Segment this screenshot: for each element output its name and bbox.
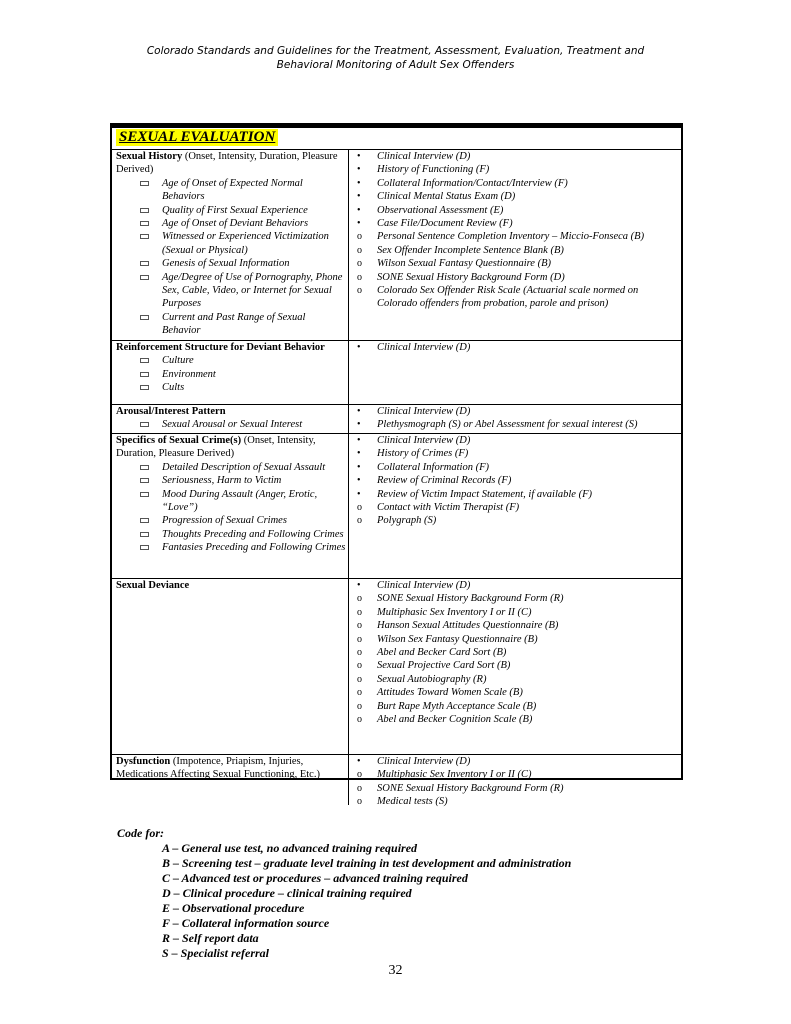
subtopic-item xyxy=(116,368,346,381)
method-item xyxy=(353,633,679,646)
subtopic-item xyxy=(116,204,346,217)
subtopic-text: Thoughts Preceding and Following Crimes xyxy=(162,528,344,540)
table-row xyxy=(112,405,681,434)
subtopic-text: Current and Past Range of Sexual Behavior xyxy=(162,311,306,337)
method-text: Observational Assessment (E) xyxy=(377,204,504,216)
subtopic-item xyxy=(116,514,346,527)
method-text: Review of Criminal Records (F) xyxy=(377,475,512,487)
subtopic-text: Seriousness, Harm to Victim xyxy=(162,475,282,487)
code-list xyxy=(117,841,571,961)
subtopic-item xyxy=(116,528,346,541)
running-header xyxy=(0,45,791,72)
table-row xyxy=(112,434,681,579)
bullet-dot-icon: • xyxy=(357,461,361,473)
subtopic-item xyxy=(116,381,346,394)
bullet-circle-icon: o xyxy=(357,714,362,726)
code-item: D – Clinical procedure – clinical training required xyxy=(162,886,412,900)
method-text: Wilson Sexual Fantasy Questionnaire (B) xyxy=(377,258,551,270)
bullet-dot-icon: • xyxy=(357,177,361,189)
domain-cell xyxy=(112,150,349,340)
domain-heading-bold: Dysfunction xyxy=(116,756,171,767)
code-item: F – Collateral information source xyxy=(162,916,330,930)
method-item xyxy=(353,190,679,203)
bullet-dot-icon: • xyxy=(357,406,361,417)
method-item xyxy=(353,284,679,311)
method-text: Wilson Sex Fantasy Questionnaire (B) xyxy=(377,633,538,645)
method-item xyxy=(353,177,679,190)
method-text: Plethysmograph (S) or Abel Assessment for sexual interest (S) xyxy=(377,419,638,431)
domain-heading xyxy=(116,405,346,418)
code-item: C – Advanced test or procedures – advanced training required xyxy=(162,871,468,885)
bullet-dot-icon: • xyxy=(357,756,361,767)
table-body xyxy=(112,150,681,808)
domain-heading xyxy=(116,579,346,592)
bullet-circle-icon: o xyxy=(357,285,362,297)
method-item xyxy=(353,434,679,447)
bullet-circle-icon: o xyxy=(357,700,362,712)
checkbox-bullet-icon xyxy=(140,532,149,537)
checkbox-bullet-icon xyxy=(140,234,149,239)
bullet-dot-icon: • xyxy=(357,488,361,500)
subtopic-text: Progression of Sexual Crimes xyxy=(162,515,287,527)
method-item xyxy=(353,686,679,699)
bullet-circle-icon: o xyxy=(357,258,362,270)
method-item xyxy=(353,795,679,808)
method-item xyxy=(353,713,679,726)
method-item xyxy=(353,768,679,781)
domain-heading-detail: (Onset, Intensity, Duration, Pleasure Derived) xyxy=(116,151,338,176)
method-item xyxy=(353,405,679,418)
method-text: History of Functioning (F) xyxy=(377,164,490,176)
method-text: SONE Sexual History Background Form (R) xyxy=(377,782,564,794)
checkbox-bullet-icon xyxy=(140,385,149,390)
checkbox-bullet-icon xyxy=(140,478,149,483)
checkbox-bullet-icon xyxy=(140,315,149,320)
code-item: R – Self report data xyxy=(162,931,259,945)
table-title-bar xyxy=(112,128,681,150)
method-text: Sexual Autobiography (R) xyxy=(377,673,487,685)
checkbox-bullet-icon xyxy=(140,358,149,363)
table-row xyxy=(112,341,681,405)
bullet-circle-icon: o xyxy=(357,673,362,685)
method-text: Multiphasic Sex Inventory I or II (C) xyxy=(377,769,532,781)
method-text: Hanson Sexual Attitudes Questionnaire (B) xyxy=(377,620,559,632)
bullet-dot-icon: • xyxy=(357,448,361,460)
evaluation-table xyxy=(110,123,683,808)
method-item xyxy=(353,204,679,217)
method-item xyxy=(353,461,679,474)
method-text: Multiphasic Sex Inventory I or II (C) xyxy=(377,606,532,618)
bullet-dot-icon: • xyxy=(357,204,361,216)
methods-cell xyxy=(349,405,681,433)
code-legend xyxy=(117,826,571,961)
code-item: E – Observational procedure xyxy=(162,901,305,915)
checkbox-bullet-icon xyxy=(140,492,149,497)
method-text: Personal Sentence Completion Inventory – Miccio-Fonseca (B) xyxy=(377,231,645,243)
subtopic-item xyxy=(116,541,346,554)
method-item xyxy=(353,592,679,605)
method-item xyxy=(353,257,679,270)
subtopic-item xyxy=(116,257,346,270)
bullet-circle-icon: o xyxy=(357,687,362,699)
subtopic-text: Environment xyxy=(162,368,216,380)
domain-heading-bold: Sexual History xyxy=(116,151,183,162)
method-item xyxy=(353,673,679,686)
subtopic-item xyxy=(116,311,346,338)
subtopic-item xyxy=(116,488,346,515)
method-text: Attitudes Toward Women Scale (B) xyxy=(377,687,523,699)
method-item xyxy=(353,782,679,795)
subtopic-text: Age of Onset of Deviant Behaviors xyxy=(162,218,309,230)
code-item: S – Specialist referral xyxy=(162,946,269,960)
method-item xyxy=(353,606,679,619)
method-item xyxy=(353,418,679,431)
domain-cell xyxy=(112,755,349,805)
domain-cell xyxy=(112,405,349,433)
methods-cell xyxy=(349,579,681,754)
domain-heading-bold: Sexual Deviance xyxy=(116,580,190,591)
domain-heading-bold: Reinforcement Structure for Deviant Behavior xyxy=(116,342,325,353)
subtopic-item xyxy=(116,461,346,474)
method-text: History of Crimes (F) xyxy=(377,448,469,460)
bullet-dot-icon: • xyxy=(357,164,361,176)
subtopic-text: Age of Onset of Expected Normal Behaviors xyxy=(162,177,303,203)
bullet-circle-icon: o xyxy=(357,660,362,672)
code-item: A – General use test, no advanced training required xyxy=(162,841,418,855)
code-item: B – Screening test – graduate level training in test development and administration xyxy=(162,856,572,870)
domain-cell xyxy=(112,434,349,578)
method-item xyxy=(353,341,679,354)
checkbox-bullet-icon xyxy=(140,372,149,377)
checkbox-bullet-icon xyxy=(140,261,149,266)
checkbox-bullet-icon xyxy=(140,275,149,280)
bullet-circle-icon: o xyxy=(357,647,362,659)
domain-cell xyxy=(112,341,349,404)
domain-heading-bold: Specifics of Sexual Crime(s) xyxy=(116,435,242,446)
checkbox-bullet-icon xyxy=(140,465,149,470)
bullet-circle-icon: o xyxy=(357,271,362,283)
method-text: SONE Sexual History Background Form (D) xyxy=(377,271,565,283)
bullet-circle-icon: o xyxy=(357,796,362,808)
methods-cell xyxy=(349,150,681,340)
methods-cell xyxy=(349,755,681,808)
checkbox-bullet-icon xyxy=(140,518,149,523)
subtopic-text: Witnessed or Experienced Victimization (Sexual or Physical) xyxy=(162,231,329,256)
subtopic-text: Mood During Assault (Anger, Erotic, “Love”) xyxy=(162,488,318,514)
method-text: Burt Rape Myth Acceptance Scale (B) xyxy=(377,700,537,712)
bullet-circle-icon: o xyxy=(357,620,362,632)
subtopic-text: Sexual Arousal or Sexual Interest xyxy=(162,419,303,431)
method-text: Clinical Mental Status Exam (D) xyxy=(377,191,516,203)
bullet-circle-icon: o xyxy=(357,593,362,605)
bullet-circle-icon: o xyxy=(357,606,362,618)
method-text: Clinical Interview (D) xyxy=(377,435,471,446)
checkbox-bullet-icon xyxy=(140,422,149,427)
subtopic-text: Cults xyxy=(162,382,185,394)
header-line-2: Behavioral Monitoring of Adult Sex Offenders xyxy=(276,58,515,71)
method-text: Case File/Document Review (F) xyxy=(377,218,513,230)
bullet-circle-icon: o xyxy=(357,502,362,514)
subtopic-item xyxy=(116,354,346,367)
method-text: Review of Victim Impact Statement, if available (F) xyxy=(377,488,592,500)
domain-heading-detail: (Impotence, Priapism, Injuries, Medications Affecting Sexual Functioning, Etc.) xyxy=(116,756,320,781)
bullet-dot-icon: • xyxy=(357,342,361,353)
page-number: 32 xyxy=(388,963,403,978)
domain-heading xyxy=(116,150,346,177)
domain-heading xyxy=(116,434,346,461)
checkbox-bullet-icon xyxy=(140,545,149,550)
methods-cell xyxy=(349,434,681,578)
method-item xyxy=(353,700,679,713)
method-item xyxy=(353,244,679,257)
subtopic-item xyxy=(116,271,346,311)
bullet-dot-icon: • xyxy=(357,419,361,431)
method-item xyxy=(353,163,679,176)
method-text: Clinical Interview (D) xyxy=(377,580,471,591)
subtopic-item xyxy=(116,474,346,487)
method-item xyxy=(353,501,679,514)
table-row xyxy=(112,755,681,808)
bullet-dot-icon: • xyxy=(357,151,361,162)
method-item xyxy=(353,646,679,659)
method-text: Collateral Information (F) xyxy=(377,461,489,473)
subtopic-text: Genesis of Sexual Information xyxy=(162,258,290,270)
code-legend-title: Code for: xyxy=(117,826,164,840)
method-text: Clinical Interview (D) xyxy=(377,342,471,353)
subtopic-item xyxy=(116,230,346,257)
method-text: Sex Offender Incomplete Sentence Blank (B) xyxy=(377,244,564,256)
method-text: Clinical Interview (D) xyxy=(377,756,471,767)
method-text: Abel and Becker Cognition Scale (B) xyxy=(377,714,533,726)
bullet-circle-icon: o xyxy=(357,244,362,256)
method-item xyxy=(353,474,679,487)
method-text: Colorado Sex Offender Risk Scale (Actuarial scale normed on Colorado offenders from probation, parole and prison) xyxy=(377,285,639,310)
method-text: Medical tests (S) xyxy=(377,796,448,808)
subtopic-text: Quality of First Sexual Experience xyxy=(162,204,308,216)
subtopic-item xyxy=(116,177,346,204)
method-item xyxy=(353,579,679,592)
bullet-dot-icon: • xyxy=(357,580,361,591)
domain-heading-detail: (Onset, Intensity, Duration, Pleasure Derived) xyxy=(116,435,316,460)
domain-heading xyxy=(116,341,346,354)
subtopic-text: Fantasies Preceding and Following Crimes xyxy=(162,542,346,554)
domain-heading-bold: Arousal/Interest Pattern xyxy=(116,406,226,417)
method-text: Clinical Interview (D) xyxy=(377,406,471,417)
method-text: Contact with Victim Therapist (F) xyxy=(377,502,520,514)
method-item xyxy=(353,230,679,243)
bullet-circle-icon: o xyxy=(357,782,362,794)
table-title: SEXUAL EVALUATION xyxy=(116,129,278,146)
method-item xyxy=(353,447,679,460)
bullet-dot-icon: • xyxy=(357,191,361,203)
method-item xyxy=(353,488,679,501)
method-text: Sexual Projective Card Sort (B) xyxy=(377,660,511,672)
checkbox-bullet-icon xyxy=(140,208,149,213)
bullet-dot-icon: • xyxy=(357,475,361,487)
bullet-circle-icon: o xyxy=(357,633,362,645)
method-text: Collateral Information/Contact/Interview (F) xyxy=(377,177,568,189)
bullet-circle-icon: o xyxy=(357,231,362,243)
bullet-dot-icon: • xyxy=(357,218,361,230)
bullet-dot-icon: • xyxy=(357,435,361,446)
table-row xyxy=(112,579,681,755)
method-item xyxy=(353,619,679,632)
method-text: Abel and Becker Card Sort (B) xyxy=(377,647,507,659)
method-item xyxy=(353,659,679,672)
method-text: Polygraph (S) xyxy=(377,515,437,527)
domain-cell xyxy=(112,579,349,754)
checkbox-bullet-icon xyxy=(140,221,149,226)
subtopic-text: Age/Degree of Use of Pornography, Phone Sex, Cable, Video, or Internet for Sexual Purposes xyxy=(162,271,343,310)
bullet-circle-icon: o xyxy=(357,515,362,527)
method-text: Clinical Interview (D) xyxy=(377,151,471,162)
method-text: SONE Sexual History Background Form (R) xyxy=(377,593,564,605)
subtopic-text: Culture xyxy=(162,355,194,367)
method-item xyxy=(353,271,679,284)
subtopic-item xyxy=(116,418,346,431)
method-item xyxy=(353,150,679,163)
method-item xyxy=(353,755,679,768)
method-item xyxy=(353,514,679,527)
bullet-circle-icon: o xyxy=(357,769,362,781)
subtopic-text: Detailed Description of Sexual Assault xyxy=(162,461,326,473)
subtopic-item xyxy=(116,217,346,230)
header-line-1: Colorado Standards and Guidelines for the Treatment, Assessment, Evaluation, Treatment and xyxy=(146,45,645,57)
checkbox-bullet-icon xyxy=(140,181,149,186)
table-row xyxy=(112,150,681,341)
domain-heading xyxy=(116,755,346,782)
method-item xyxy=(353,217,679,230)
methods-cell xyxy=(349,341,681,404)
